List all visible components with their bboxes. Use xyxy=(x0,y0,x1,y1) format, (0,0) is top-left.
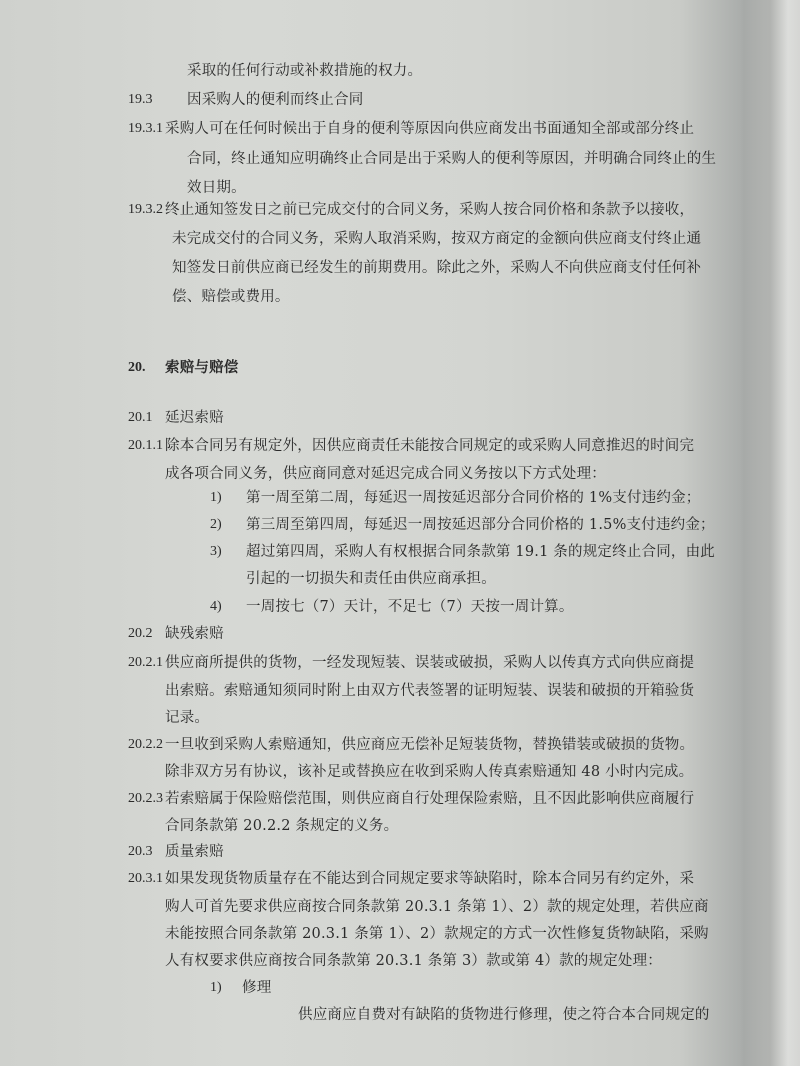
paragraph-line: 终止通知签发日之前已完成交付的合同义务，采购人按合同价格和条款予以接收， xyxy=(165,202,695,218)
section-number: 20.1.1 xyxy=(128,438,163,453)
paragraph-line: 除本合同另有规定外，因供应商责任未能按合同规定的或采购人同意推迟的时间完 xyxy=(165,438,695,454)
paragraph-line: 人有权要求供应商按合同条款第 20.3.1 条第 3）款或第 4）款的规定处理： xyxy=(165,953,663,969)
paragraph-line: 出索赔。索赔通知须同时附上由双方代表签署的证明短装、误装和破损的开箱验货 xyxy=(165,683,695,699)
chapter-number: 20. xyxy=(128,360,146,375)
section-title: 延迟索赔 xyxy=(165,410,224,426)
paragraph-line: 采购人可在任何时候出于自身的便利等原因向供应商发出书面通知全部或部分终止 xyxy=(165,121,695,137)
list-number: 4) xyxy=(210,599,222,614)
section-number: 19.3.2 xyxy=(128,202,163,217)
list-item: 修理 xyxy=(242,980,272,996)
paragraph-line: 合同，终止通知应明确终止合同是出于采购人的便利等原因，并明确合同终止的生 xyxy=(187,151,717,167)
list-item: 第一周至第二周，每延迟一周按延迟部分合同价格的 1%支付违约金； xyxy=(246,490,701,506)
section-title: 质量索赔 xyxy=(165,844,224,860)
paragraph-line: 效日期。 xyxy=(187,180,246,196)
paragraph-line: 购人可首先要求供应商按合同条款第 20.3.1 条第 1）、2）款的规定处理，若供应商 xyxy=(165,899,709,915)
list-number: 2) xyxy=(210,517,222,532)
paragraph-line: 供应商所提供的货物，一经发现短装、误装或破损，采购人以传真方式向供应商提 xyxy=(165,655,695,671)
chapter-title: 索赔与赔偿 xyxy=(165,359,239,376)
paragraph-line: 供应商应自费对有缺陷的货物进行修理，使之符合本合同规定的 xyxy=(298,1007,710,1023)
paragraph-line: 知签发日前供应商已经发生的前期费用。除此之外，采购人不向供应商支付任何补 xyxy=(172,260,702,276)
list-item: 超过第四周，采购人有权根据合同条款第 19.1 条的规定终止合同，由此 xyxy=(246,544,716,560)
section-number: 20.2.3 xyxy=(128,791,163,806)
list-number: 1) xyxy=(210,490,222,505)
paragraph-line: 如果发现货物质量存在不能达到合同规定要求等缺陷时，除本合同另有约定外，采 xyxy=(165,871,695,887)
section-number: 20.3 xyxy=(128,844,153,859)
paragraph-line: 未能按照合同条款第 20.3.1 条第 1）、2）款规定的方式一次性修复货物缺陷，采购 xyxy=(165,926,709,942)
section-number: 20.1 xyxy=(128,410,153,425)
paragraph-line: 除非双方另有协议，该补足或替换应在收到采购人传真索赔通知 48 小时内完成。 xyxy=(165,764,694,780)
section-number: 20.3.1 xyxy=(128,871,163,886)
section-title: 因采购人的便利而终止合同 xyxy=(187,92,364,108)
paragraph-line: 采取的任何行动或补救措施的权力。 xyxy=(187,63,423,79)
section-number: 19.3 xyxy=(128,92,153,107)
page-edge-shadow xyxy=(740,0,800,1066)
list-item: 第三周至第四周，每延迟一周按延迟部分合同价格的 1.5%支付违约金； xyxy=(246,517,715,533)
section-number: 20.2.2 xyxy=(128,737,163,752)
section-title: 缺残索赔 xyxy=(165,626,224,642)
paragraph-line: 未完成交付的合同义务，采购人取消采购，按双方商定的金额向供应商支付终止通 xyxy=(172,231,702,247)
paragraph-line: 成各项合同义务，供应商同意对延迟完成合同义务按以下方式处理： xyxy=(165,466,606,482)
section-number: 20.2.1 xyxy=(128,655,163,670)
paragraph-line: 记录。 xyxy=(165,710,210,726)
list-number: 1) xyxy=(210,980,222,995)
list-number: 3) xyxy=(210,544,222,559)
paragraph-line: 合同条款第 20.2.2 条规定的义务。 xyxy=(165,818,399,834)
section-number: 19.3.1 xyxy=(128,121,163,136)
section-number: 20.2 xyxy=(128,626,153,641)
list-item: 一周按七（7）天计，不足七（7）天按一周计算。 xyxy=(246,599,574,615)
paragraph-line: 偿、赔偿或费用。 xyxy=(172,289,290,305)
paragraph-line: 若索赔属于保险赔偿范围，则供应商自行处理保险索赔，且不因此影响供应商履行 xyxy=(165,791,695,807)
paragraph-line: 一旦收到采购人索赔通知，供应商应无偿补足短装货物，替换错装或破损的货物。 xyxy=(165,737,695,753)
list-item: 引起的一切损失和责任由供应商承担。 xyxy=(246,571,496,587)
